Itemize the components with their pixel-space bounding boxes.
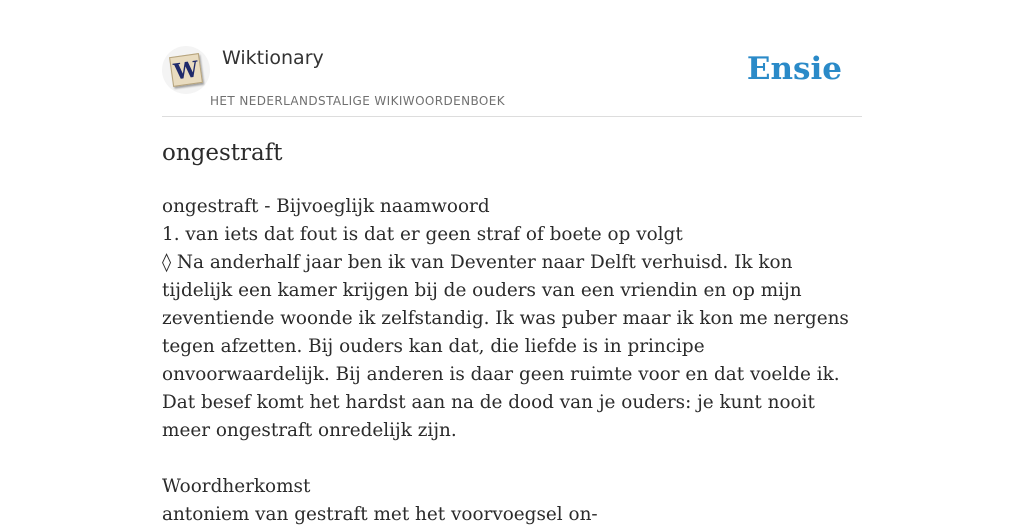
site-header: [162, 44, 862, 117]
etymology-text: antoniem van gestraft met het voorvoegsel on-: [162, 504, 598, 525]
entry-content: [162, 193, 862, 529]
spacer: [162, 445, 862, 473]
wiktionary-logo-icon[interactable]: [162, 46, 210, 94]
site-name[interactable]: Wiktionary: [222, 47, 324, 69]
etymology-heading: Woordherkomst: [162, 476, 311, 497]
entry-definition: 1. van iets dat fout is dat er geen straf of boete op volgt: [162, 224, 683, 245]
entry-example: ◊ Na anderhalf jaar ben ik van Deventer naar Delft verhuisd. Ik kon tijdelijk een kamer krijgen bij de ouders van een vriendin en op mijn zeventiende woonde ik zelfstandig. Ik was puber maar ik kon me nergens tegen afzetten. Bij ouders kan dat, die liefde is in principe onvoorwaardelijk. Bij anderen is daar geen ruimte voor en dat voelde ik. Dat besef komt het hardst aan na de dood van je ouders: je kunt nooit meer ongestraft onredelijk zijn.: [162, 252, 849, 441]
entry-heading: ongestraft - Bijvoeglijk naamwoord: [162, 196, 490, 217]
page-title: ongestraft: [162, 140, 283, 166]
logo-tile: W: [169, 53, 203, 87]
site-tagline: HET NEDERLANDSTALIGE WIKIWOORDENBOEK: [210, 94, 506, 108]
ensie-brand-link[interactable]: Ensie: [746, 51, 842, 87]
